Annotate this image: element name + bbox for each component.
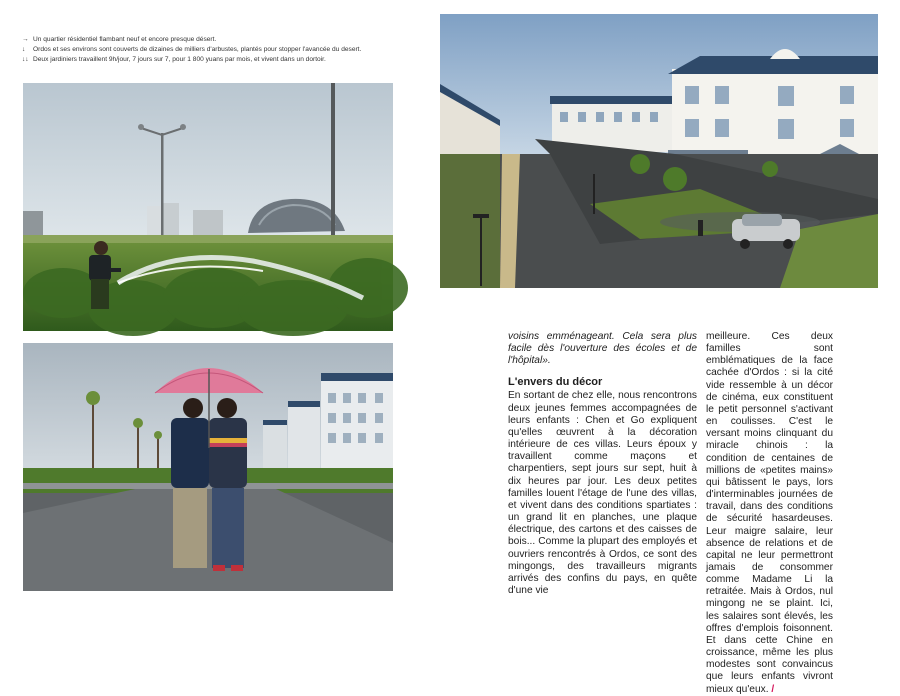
photo-residential-villas — [440, 14, 878, 288]
article-body-col1: En sortant de chez elle, nous rencontrons deux jeunes femmes accompagnées de leurs enfants : Chen et Go expliquent qu'elles œuvrent à la décoration intérieure de ces villas. Leurs époux y travaillent comme maçons et charpentiers, sept jours sur sept, huit à dix heures par jour. Les deux petites familles louent l'étage de l'une des villas, et vivent dans des conditions spartiates : un grand lit en planches, une plaque électrique, des cartons et des caisses de bois... Comme la plupart des employés et ouvriers rencontrés à Ordos, ce sont des mingongs, des travailleurs migrants arrivés des confins du pays, en quête d'une vie — [508, 390, 697, 596]
intro-quote: voisins emménageant. Cela sera plus facile dès l'ouverture des écoles et de l'hôpital». — [508, 331, 697, 367]
caption-text: Ordos et ses environs sont couverts de dizaines de milliers d'arbustes, plantés pour stopper l'avancée du desert. — [33, 46, 362, 53]
caption-row — [22, 35, 402, 45]
article-body-col2-text: meilleure. Ces deux familles sont emblématiques de la face cachée d'Ordos : si la cité vide ressemble à un décor de cinéma, eux constituent le petit personnel s'activant en coulisses. C'est le versant moins clinquant du miracle chinois : la condition de centaines de millions de «petites mains» qui bâtissent le pays, lors d'interminables journées de travail, dans des conditions de sécurité hasardeuses. Leur maigre salaire, leur absence de relations et de capital ne leur permettront jamais de consommer comme Madame Li la retraitée. Mais à Ordos, nul mingong ne se plaint. Ici, les salaires sont élevés, les offres d'emplois foisonnent. Et dans cette Chine en croissance, même les plus modestes sont convaincus que leurs enfants vivront mieux qu'eux. — [706, 331, 833, 695]
article-body-col2 — [706, 331, 833, 696]
photo-gardener-watering — [23, 83, 393, 331]
arrow-right-icon: → — [22, 36, 29, 43]
caption-row — [22, 45, 402, 55]
arrow-double-down-icon: ↓↓ — [22, 56, 29, 63]
photo-captions — [22, 35, 402, 65]
article-column-1 — [508, 331, 697, 597]
section-heading: L'envers du décor — [508, 376, 603, 389]
caption-text: Un quartier résidentiel flambant neuf et encore presque désert. — [33, 36, 217, 43]
photo-two-boys-umbrella — [23, 343, 393, 591]
article-column-2 — [706, 331, 833, 696]
arrow-down-icon: ↓ — [22, 46, 26, 53]
end-mark: / — [771, 683, 775, 695]
caption-text: Deux jardiniers travaillent 9h/jour, 7 jours sur 7, pour 1 800 yuans par mois, et vivent dans un dortoir. — [33, 56, 326, 63]
caption-row — [22, 55, 402, 65]
